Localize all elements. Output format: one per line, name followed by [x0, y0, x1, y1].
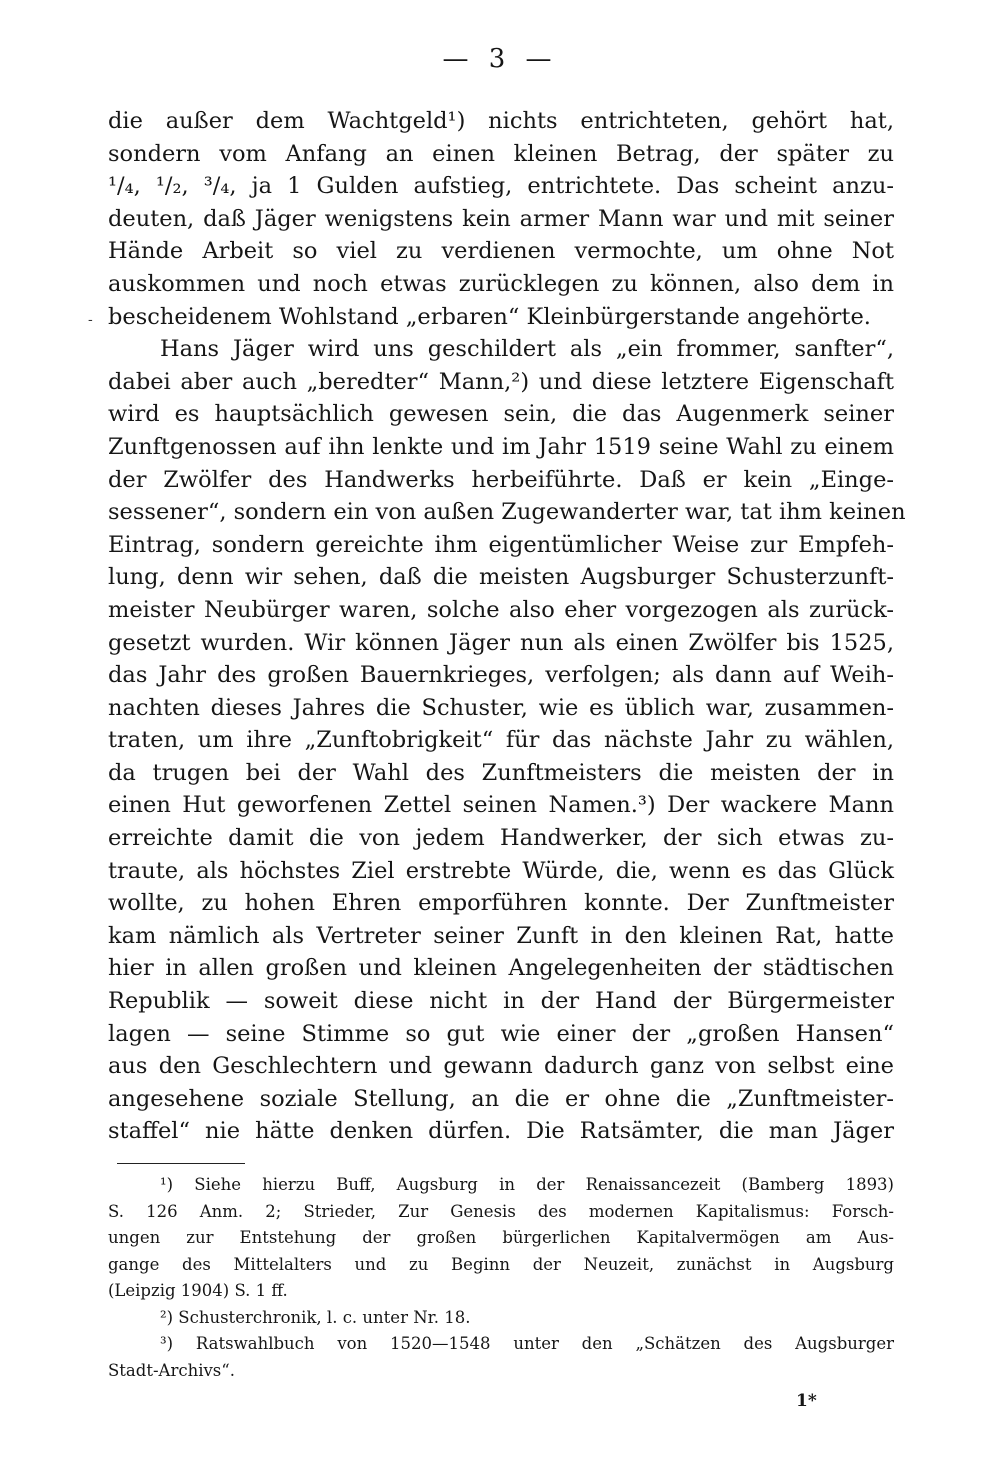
text-line: Republik — soweit diese nicht in der Hand der Bürgermeister: [108, 988, 894, 1015]
text-line: die außer dem Wachtgeld¹) nichts entrichteten, gehört hat,: [108, 108, 894, 134]
main-text: [108, 105, 906, 1148]
text-line: sondern vom Anfang an einen kleinen Betrag, der später zu: [108, 140, 894, 167]
footnote-line: (Leipzig 1904) S. 1 ff.: [108, 1281, 288, 1300]
text-line: nachten dieses Jahres die Schuster, wie es üblich war, zusammen-: [108, 694, 894, 721]
text-line: lagen — seine Stimme so gut wie einer der „großen Hansen“: [108, 1020, 894, 1047]
signature-mark: 1*: [796, 1391, 817, 1411]
text-line: deuten, daß Jäger wenigstens kein armer Mann war und mit seiner: [108, 205, 894, 232]
text-line: gesetzt wurden. Wir können Jäger nun als einen Zwölfer bis 1525,: [108, 629, 894, 656]
page-number: — 3 —: [442, 44, 558, 74]
text-line: Eintrag, sondern gereichte ihm eigentümlicher Weise zur Empfeh-: [108, 531, 894, 558]
text-line: ¹/₄, ¹/₂, ³/₄, ja 1 Gulden aufstieg, entrichtete. Das scheint anzu-: [108, 173, 894, 200]
text-line: Zunftgenossen auf ihn lenkte und im Jahr 1519 seine Wahl zu einem: [108, 433, 894, 460]
footnote-line: ¹) Siehe hierzu Buff, Augsburg in der Renaissancezeit (Bamberg 1893): [160, 1175, 894, 1194]
text-line: bescheidenem Wohlstand „erbaren“ Kleinbürgerstande angehörte.: [108, 303, 871, 330]
footnote-line: gange des Mittelalters und zu Beginn der Neuzeit, zunächst in Augsburg: [108, 1254, 894, 1274]
text-line: traten, um ihre „Zunftobrigkeit“ für das nächste Jahr zu wählen,: [108, 727, 894, 754]
text-line: wollte, zu hohen Ehren emporführen konnte. Der Zunftmeister: [108, 890, 894, 917]
margin-mark: -: [88, 312, 93, 328]
text-line: lung, denn wir sehen, daß die meisten Augsburger Schusterzunft-: [108, 564, 894, 591]
text-line: das Jahr des großen Bauernkrieges, verfolgen; als dann auf Weih-: [108, 662, 894, 689]
text-line: erreichte damit die von jedem Handwerker, der sich etwas zu-: [108, 825, 894, 852]
text-line: da trugen bei der Wahl des Zunftmeisters die meisten der in: [108, 759, 894, 786]
footnote-line: ²) Schusterchronik, l. c. unter Nr. 18.: [160, 1307, 471, 1327]
text-line: aus den Geschlechtern und gewann dadurch ganz von selbst eine: [108, 1053, 894, 1080]
text-line: meister Neubürger waren, solche also eher vorgezogen als zurück-: [108, 596, 894, 623]
text-line: einen Hut geworfenen Zettel seinen Namen.³) Der wackere Mann: [108, 792, 894, 819]
text-line: hier in allen großen und kleinen Angelegenheiten der städtischen: [108, 955, 894, 982]
text-line: Hände Arbeit so viel zu verdienen vermochte, um ohne Not: [108, 238, 894, 265]
text-line: auskommen und noch etwas zurücklegen zu können, also dem in: [108, 270, 894, 297]
footnote-divider: [117, 1163, 245, 1164]
text-line: Hans Jäger wird uns geschildert als „ein frommer, sanfter“,: [160, 336, 894, 363]
text-line: traute, als höchstes Ziel erstrebte Würde, die, wenn es das Glück: [108, 857, 894, 884]
footnote-line: ³) Ratswahlbuch von 1520—1548 unter den „Schätzen des Augsburger: [160, 1334, 894, 1353]
text-line: kam nämlich als Vertreter seiner Zunft in den kleinen Rat, hatte: [108, 922, 894, 949]
text-line: staffel“ nie hätte denken dürfen. Die Ratsämter, die man Jäger: [108, 1118, 894, 1145]
footnote-line: Stadt-Archivs“.: [108, 1360, 235, 1380]
footnotes: [108, 1172, 894, 1384]
text-line: der Zwölfer des Handwerks herbeiführte. Daß er kein „Einge-: [108, 466, 894, 493]
text-line: angesehene soziale Stellung, an die er ohne die „Zunftmeister-: [108, 1085, 894, 1112]
text-line: dabei aber auch „beredter“ Mann,²) und diese letztere Eigenschaft: [108, 368, 894, 395]
footnote-line: ungen zur Entstehung der großen bürgerlichen Kapitalvermögen am Aus-: [108, 1228, 894, 1247]
text-line: sessener“, sondern ein von außen Zugewanderter war, tat ihm keinen: [108, 499, 906, 526]
footnote-line: S. 126 Anm. 2; Strieder, Zur Genesis des modernen Kapitalismus: Forsch-: [108, 1201, 894, 1221]
text-line: wird es hauptsächlich gewesen sein, die das Augenmerk seiner: [108, 401, 894, 428]
